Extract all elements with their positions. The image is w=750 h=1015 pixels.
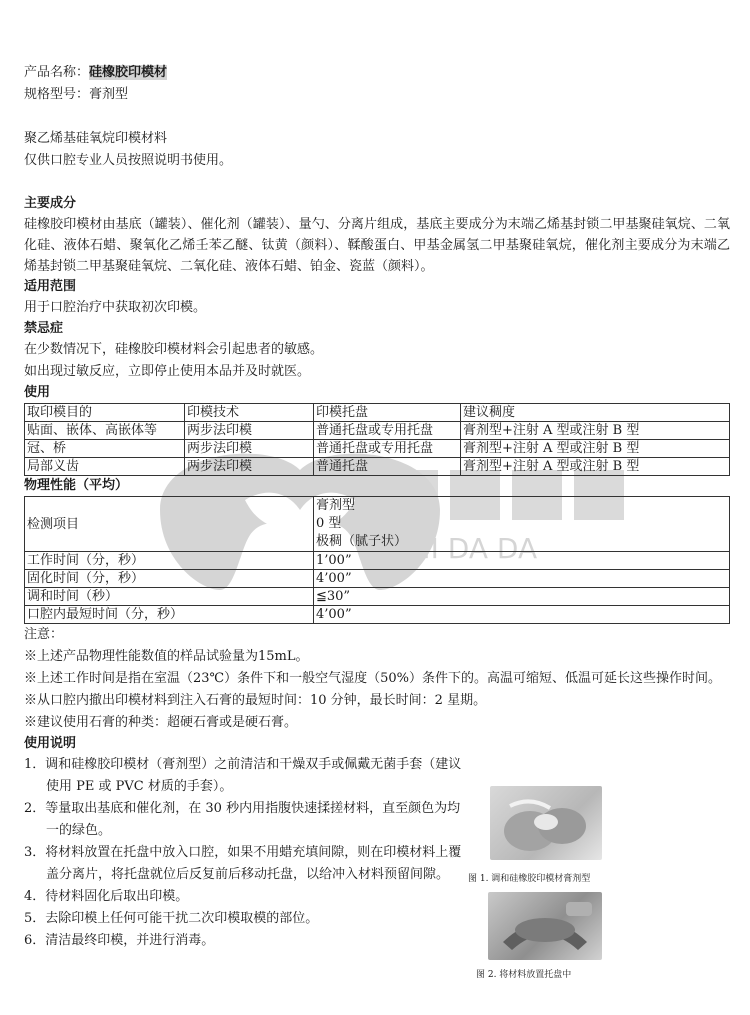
table-row: [25, 458, 730, 476]
instruction-step: 5．去除印模上任何可能干扰二次印模取模的部位。: [24, 911, 319, 926]
table-header-cell: 取印模目的: [25, 404, 185, 422]
figure-caption: 图 2. 将材料放置托盘中: [476, 970, 572, 980]
table-row: [25, 440, 730, 458]
figure-caption: 图 1. 调和硅橡胶印模材膏剂型: [468, 874, 591, 884]
table-cell: 4’00”: [314, 570, 730, 588]
figure-column: [468, 786, 648, 982]
table-cell: 普通托盘或专用托盘: [314, 440, 461, 458]
note-item: ※上述工作时间是指在室温（23℃）条件下和一般空气湿度（50%）条件下的。高温可缩短、低温可延长这些操作时间。: [24, 671, 721, 686]
table-cell: 1’00”: [314, 552, 730, 570]
table-cell: 普通托盘或专用托盘: [314, 422, 461, 440]
scope-text: 用于口腔治疗中获取初次印模。: [24, 300, 207, 315]
table-row: [25, 570, 730, 588]
composition-text: 硅橡胶印模材由基底（罐装）、催化剂（罐装）、量勺、分离片组成，基底主要成分为末端乙烯基封锁二甲基聚硅氧烷、二氧化硅、液体石蜡、聚氧化乙烯壬苯乙醚、钛黄（颜料）、鞣酸蛋白、甲基金属氢二甲基聚硅氧烷，催化剂主要成分为末端乙烯基封锁二甲基聚硅氧烷、二氧化硅、液体石蜡、铂金、瓷蓝（颜料）。: [24, 217, 730, 274]
table-cell: 固化时间（分，秒）: [25, 570, 314, 588]
spec-line: 规格型号：膏剂型: [24, 87, 129, 102]
consistency-type: 0 型: [316, 516, 342, 531]
contraindication-heading: 禁忌症: [24, 321, 64, 336]
table-row: [25, 606, 730, 624]
table-cell: 工作时间（分，秒）: [25, 552, 314, 570]
note-item: ※建议使用石膏的种类：超硬石膏或是硬石膏。: [24, 715, 298, 730]
usage-table: [24, 403, 730, 476]
physical-heading: 物理性能（平均）: [24, 478, 129, 493]
table-row: [25, 422, 730, 440]
table-cell: 膏剂型+注射 A 型或注射 B 型: [461, 458, 730, 476]
consistency-type: 膏剂型: [316, 498, 356, 513]
table-cell: 贴面、嵌体、高嵌体等: [25, 422, 185, 440]
consistency-type: 极稠（腻子状）: [316, 534, 408, 549]
instruction-steps: [24, 754, 464, 952]
note-item: ※上述产品物理性能数值的样品试验量为15mL。: [24, 649, 309, 664]
instruction-step: 1．调和硅橡胶印模材（膏剂型）之前清洁和干燥双手或佩戴无菌手套（建议使用 PE 或 PVC 材质的手套）。: [24, 757, 462, 794]
table-header-row: [25, 404, 730, 422]
table-header-row: [25, 497, 730, 552]
table-cell: 4’00”: [314, 606, 730, 624]
note-item: ※从口腔内撤出印模材料到注入石膏的最短时间：10 分钟，最长时间：2 星期。: [24, 693, 487, 708]
usage-heading: 使用: [24, 385, 51, 400]
table-cell: 两步法印模: [185, 422, 314, 440]
table-cell: 冠、桥: [25, 440, 185, 458]
physical-table: [24, 496, 730, 624]
impression-tray-photo: [488, 892, 602, 960]
contraindication-line-1: 在少数情况下，硅橡胶印模材料会引起患者的敏感。: [24, 342, 324, 357]
table-header-cell: 印模技术: [185, 404, 314, 422]
instruction-step: 2．等量取出基底和催化剂，在 30 秒内用指腹快速揉搓材料，直至颜色为均一的绿色。: [24, 801, 461, 838]
contraindication-line-2: 如出现过敏反应，立即停止使用本品并及时就医。: [24, 364, 311, 379]
instruction-step: 4．待材料固化后取出印模。: [24, 889, 189, 904]
watermark-text: CHI DA DA: [390, 532, 538, 565]
table-header-cell: 印模托盘: [314, 404, 461, 422]
scope-heading: 适用范围: [24, 279, 77, 294]
hands-kneading-photo: [490, 786, 602, 860]
product-label: 产品名称：: [24, 65, 90, 80]
table-cell: 膏剂型+注射 A 型或注射 B 型: [461, 440, 730, 458]
table-cell: 普通托盘: [314, 458, 461, 476]
intro-line-1: 聚乙烯基硅氧烷印模材料: [24, 131, 168, 146]
product-name: 硅橡胶印模材: [89, 65, 168, 80]
table-cell: 调和时间（秒）: [25, 588, 314, 606]
table-header-cell: 建议稠度: [461, 404, 730, 422]
table-cell: ≦30”: [314, 588, 730, 606]
product-name-line: [24, 62, 730, 84]
table-row: [25, 588, 730, 606]
intro-line-2: 仅供口腔专业人员按照说明书使用。: [24, 153, 233, 168]
test-item-header: 检测项目: [25, 497, 314, 552]
table-cell: 两步法印模: [185, 440, 314, 458]
table-cell: 膏剂型+注射 A 型或注射 B 型: [461, 422, 730, 440]
table-row: [25, 552, 730, 570]
composition-heading: 主要成分: [24, 196, 77, 211]
table-cell: 两步法印模: [185, 458, 314, 476]
table-cell: 局部义齿: [25, 458, 185, 476]
notes-label: 注意：: [24, 627, 64, 642]
instruction-step: 6．清洁最终印模，并进行消毒。: [24, 933, 215, 948]
table-cell: 口腔内最短时间（分，秒）: [25, 606, 314, 624]
consistency-header: [314, 497, 730, 552]
instruction-step: 3．将材料放置在托盘中放入口腔，如果不用蜡充填间隙，则在印模材料上覆盖分离片，将托盘就位后反复前后移动托盘，以给冲入材料预留间隙。: [24, 845, 462, 882]
instructions-heading: 使用说明: [24, 736, 77, 751]
